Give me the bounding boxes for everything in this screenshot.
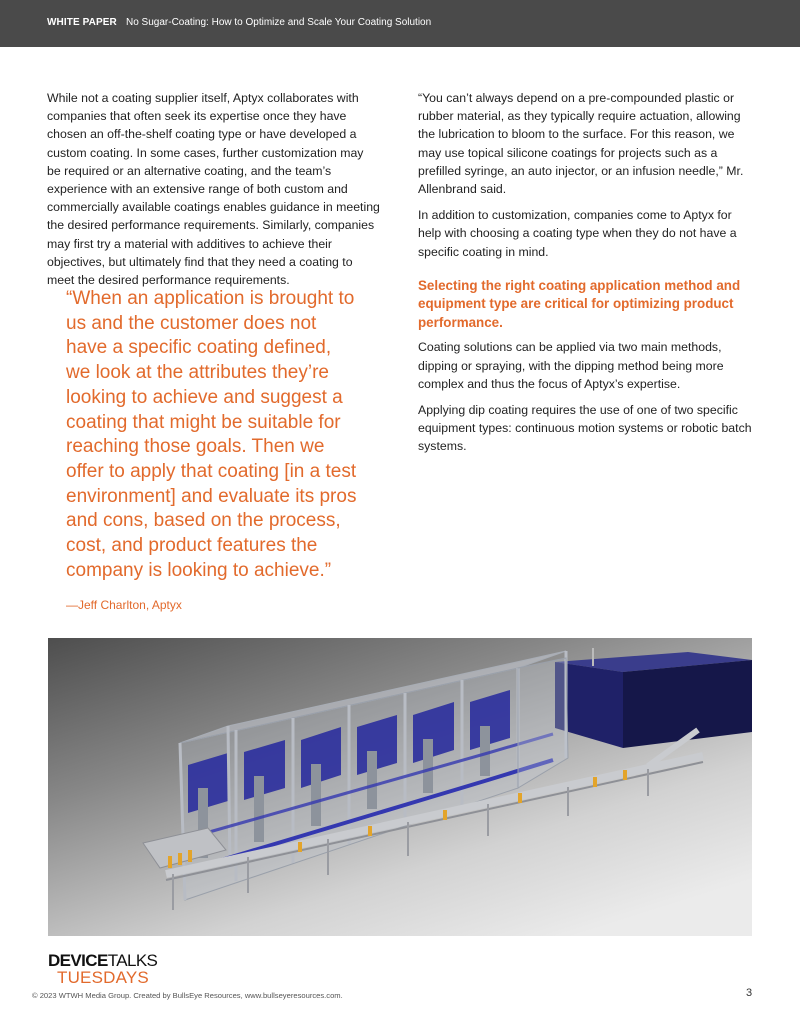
pull-quote: “When an application is brought to us and the customer does not have a specific coating defined, we look at the attributes they’re looking to achieve and suggest a coating that might be suitable for reaching those goals. Then we offer to apply that coating [in a test environment] and evaluate its pros and cons, based on the process, cost, and product features the company is looking to achieve.” (66, 288, 357, 581)
copyright-notice: © 2023 WTWH Media Group. Created by BullsEye Resources, www.bullseyeresources.com. (32, 991, 343, 1000)
logo-part-regular: TALKS (107, 951, 158, 970)
right-paragraph: Applying dip coating requires the use of one of two specific equipment types: continuous motion systems or robotic batch systems. (418, 402, 752, 454)
page-number: 3 (746, 987, 753, 999)
coating-machine-figure (48, 638, 752, 936)
logo-part-accent: TUESDAYS (57, 968, 149, 987)
header-label: WHITE PAPER (47, 17, 117, 28)
devicetalks-logo (48, 952, 188, 990)
right-column (418, 89, 754, 464)
coating-machine-illustration (48, 638, 752, 936)
quote-attribution: —Jeff Charlton, Aptyx (66, 598, 182, 612)
left-column (47, 89, 380, 289)
right-paragraph: In addition to customization, companies come to Aptyx for help with choosing a coating type when they do not have a specific coating in mind. (418, 208, 737, 259)
header-title: No Sugar-Coating: How to Optimize and Scale Your Coating Solution (126, 17, 432, 28)
right-paragraph: “You can’t always depend on a pre-compounded plastic or rubber material, as they typically require actuation, allowing the lubrication to bloom to the surface. For this reason, we may use topical silicone coatings for projects such as a prefilled syringe, an auto injector, or an infusion needle,” Mr. Allenbrand said. (418, 91, 744, 197)
enclosure (555, 648, 752, 748)
logo-part-bold: DEVICE (48, 951, 108, 970)
right-paragraph: Coating solutions can be applied via two main methods, dipping or spraying, with the dipping method being more complex and thus the focus of Aptyx’s expertise. (418, 340, 724, 391)
left-paragraph: While not a coating supplier itself, Aptyx collaborates with companies that often seek its expertise once they have chosen an off-the-shelf coating type or have developed a custom coating. In some cases, further customization may be required or an alternative coating, and the team’s experience with an extensive range of both custom and commercially available coatings enables guidance in meeting the desired performance requirements. Similarly, companies may first try a material with additives to achieve their objectives, but ultimately find that they need a coating to meet the desired performance requirements. (47, 91, 380, 288)
page-header (0, 0, 800, 47)
section-subheading: Selecting the right coating application method and equipment type are critical for optimizing product performance. (418, 277, 741, 330)
